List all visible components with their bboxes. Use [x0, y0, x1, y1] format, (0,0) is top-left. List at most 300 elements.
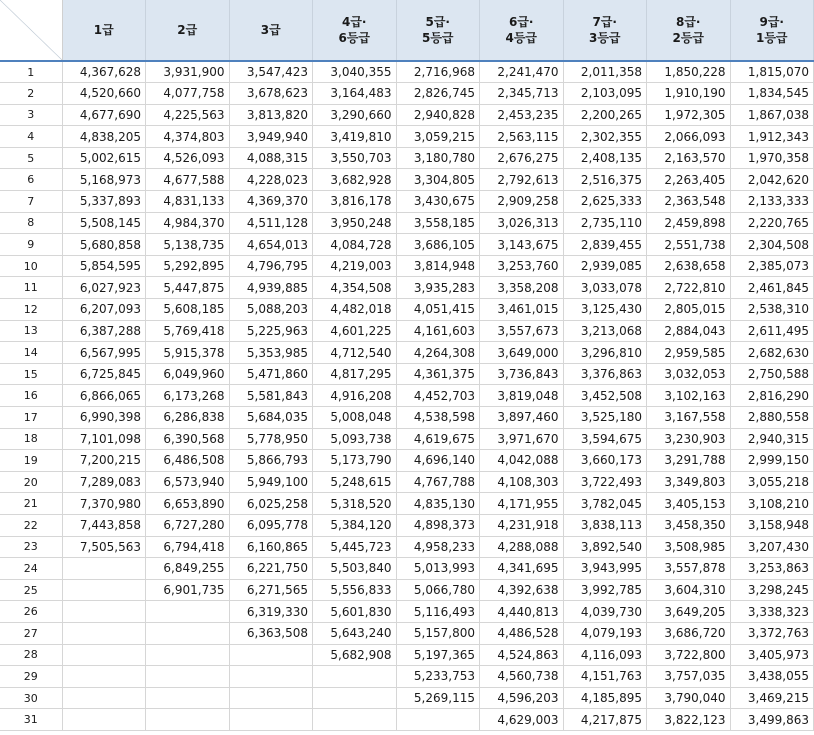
salary-cell: 4,225,563: [146, 104, 230, 126]
salary-cell: [146, 644, 230, 666]
salary-cell: 3,525,180: [563, 407, 647, 429]
salary-cell: 3,304,805: [396, 169, 480, 191]
salary-cell: 5,854,595: [62, 255, 146, 277]
row-step-label: 7: [0, 191, 62, 213]
salary-cell: 2,959,585: [647, 342, 731, 364]
salary-cell: 4,354,508: [313, 277, 397, 299]
salary-cell: 4,077,758: [146, 83, 230, 105]
salary-cell: 4,767,788: [396, 471, 480, 493]
table-row: [0, 385, 814, 407]
salary-cell: 3,430,675: [396, 191, 480, 213]
salary-cell: 3,230,903: [647, 428, 731, 450]
row-step-label: 26: [0, 601, 62, 623]
header-grade-7: 7급· 3등급: [563, 0, 647, 61]
salary-cell: 3,971,670: [480, 428, 564, 450]
salary-cell: 3,298,245: [730, 579, 814, 601]
salary-cell: 5,008,048: [313, 407, 397, 429]
salary-cell: 4,486,528: [480, 622, 564, 644]
header-grade-2: 2급: [146, 0, 230, 61]
salary-cell: 5,337,893: [62, 191, 146, 213]
row-step-label: 18: [0, 428, 62, 450]
salary-cell: 4,185,895: [563, 687, 647, 709]
salary-cell: 3,033,078: [563, 277, 647, 299]
salary-cell: 7,289,083: [62, 471, 146, 493]
salary-cell: 3,358,208: [480, 277, 564, 299]
salary-cell: 5,225,963: [229, 320, 313, 342]
salary-cell: 3,992,785: [563, 579, 647, 601]
salary-cell: 5,013,993: [396, 558, 480, 580]
salary-cell: 5,608,185: [146, 299, 230, 321]
salary-cell: 6,387,288: [62, 320, 146, 342]
salary-cell: 6,027,923: [62, 277, 146, 299]
salary-cell: 3,950,248: [313, 212, 397, 234]
table-row: [0, 622, 814, 644]
table-row: [0, 471, 814, 493]
salary-cell: 3,557,878: [647, 558, 731, 580]
salary-cell: 6,901,735: [146, 579, 230, 601]
row-step-label: 27: [0, 622, 62, 644]
salary-cell: 5,197,365: [396, 644, 480, 666]
salary-cell: 3,822,123: [647, 709, 731, 731]
table-row: [0, 234, 814, 256]
salary-cell: 4,838,205: [62, 126, 146, 148]
salary-cell: [146, 709, 230, 731]
salary-cell: 5,093,738: [313, 428, 397, 450]
salary-cell: 3,931,900: [146, 61, 230, 83]
salary-cell: 3,686,720: [647, 622, 731, 644]
salary-cell: 3,816,178: [313, 191, 397, 213]
salary-cell: 4,051,415: [396, 299, 480, 321]
salary-cell: 2,839,455: [563, 234, 647, 256]
salary-cell: 3,649,205: [647, 601, 731, 623]
salary-cell: 6,486,508: [146, 450, 230, 472]
salary-cell: 1,910,190: [647, 83, 731, 105]
salary-cell: 3,838,113: [563, 514, 647, 536]
salary-cell: 2,792,613: [480, 169, 564, 191]
salary-cell: [62, 558, 146, 580]
salary-cell: 5,581,843: [229, 385, 313, 407]
salary-cell: 3,935,283: [396, 277, 480, 299]
salary-cell: 4,369,370: [229, 191, 313, 213]
salary-cell: 6,095,778: [229, 514, 313, 536]
salary-cell: 4,219,003: [313, 255, 397, 277]
row-step-label: 9: [0, 234, 62, 256]
salary-cell: 6,567,995: [62, 342, 146, 364]
salary-cell: 3,550,703: [313, 147, 397, 169]
salary-cell: 3,125,430: [563, 299, 647, 321]
header-grade-8: 8급· 2등급: [647, 0, 731, 61]
table-row: [0, 363, 814, 385]
salary-cell: 3,508,985: [647, 536, 731, 558]
salary-cell: 6,221,750: [229, 558, 313, 580]
table-row: [0, 450, 814, 472]
row-step-label: 3: [0, 104, 62, 126]
salary-cell: 3,349,803: [647, 471, 731, 493]
salary-cell: [62, 579, 146, 601]
salary-cell: 2,538,310: [730, 299, 814, 321]
salary-cell: 3,167,558: [647, 407, 731, 429]
salary-cell: 3,558,185: [396, 212, 480, 234]
salary-cell: 3,949,940: [229, 126, 313, 148]
table-row: [0, 514, 814, 536]
salary-cell: 5,866,793: [229, 450, 313, 472]
salary-cell: 1,834,545: [730, 83, 814, 105]
salary-cell: 7,200,215: [62, 450, 146, 472]
salary-cell: 4,958,233: [396, 536, 480, 558]
salary-cell: 3,604,310: [647, 579, 731, 601]
salary-cell: 7,101,098: [62, 428, 146, 450]
salary-cell: 3,296,810: [563, 342, 647, 364]
table-row: [0, 342, 814, 364]
salary-cell: 3,819,048: [480, 385, 564, 407]
salary-cell: 6,390,568: [146, 428, 230, 450]
salary-cell: 2,722,810: [647, 277, 731, 299]
row-step-label: 5: [0, 147, 62, 169]
salary-cell: 5,002,615: [62, 147, 146, 169]
salary-cell: 2,304,508: [730, 234, 814, 256]
salary-cell: 5,318,520: [313, 493, 397, 515]
salary-cell: 5,173,790: [313, 450, 397, 472]
salary-cell: [229, 644, 313, 666]
salary-cell: [146, 601, 230, 623]
salary-cell: 2,638,658: [647, 255, 731, 277]
salary-cell: 1,972,305: [647, 104, 731, 126]
table-row: [0, 407, 814, 429]
salary-cell: 4,817,295: [313, 363, 397, 385]
salary-cell: 4,482,018: [313, 299, 397, 321]
table-row: [0, 687, 814, 709]
row-step-label: 10: [0, 255, 62, 277]
salary-cell: [229, 687, 313, 709]
salary-cell: 4,264,308: [396, 342, 480, 364]
salary-cell: 3,682,928: [313, 169, 397, 191]
salary-cell: 5,769,418: [146, 320, 230, 342]
salary-cell: 3,059,215: [396, 126, 480, 148]
salary-cell: 5,292,895: [146, 255, 230, 277]
header-grade-5: 5급· 5등급: [396, 0, 480, 61]
row-step-label: 2: [0, 83, 62, 105]
salary-cell: 4,511,128: [229, 212, 313, 234]
salary-cell: [62, 666, 146, 688]
salary-cell: 3,547,423: [229, 61, 313, 83]
salary-cell: 4,677,588: [146, 169, 230, 191]
row-step-label: 30: [0, 687, 62, 709]
salary-cell: 4,526,093: [146, 147, 230, 169]
salary-cell: 5,233,753: [396, 666, 480, 688]
salary-cell: 5,682,908: [313, 644, 397, 666]
salary-cell: 3,143,675: [480, 234, 564, 256]
table-row: [0, 61, 814, 83]
header-row: [0, 0, 814, 61]
salary-cell: 2,826,745: [396, 83, 480, 105]
salary-cell: 6,573,940: [146, 471, 230, 493]
salary-cell: 4,228,023: [229, 169, 313, 191]
row-step-label: 16: [0, 385, 62, 407]
row-step-label: 22: [0, 514, 62, 536]
salary-cell: 1,970,358: [730, 147, 814, 169]
salary-cell: 2,200,265: [563, 104, 647, 126]
salary-cell: 5,168,973: [62, 169, 146, 191]
salary-cell: 4,452,703: [396, 385, 480, 407]
salary-cell: 7,505,563: [62, 536, 146, 558]
table-row: [0, 709, 814, 731]
salary-cell: 3,207,430: [730, 536, 814, 558]
corner-header-cell: [0, 0, 62, 61]
salary-cell: 3,040,355: [313, 61, 397, 83]
salary-cell: 4,629,003: [480, 709, 564, 731]
salary-cell: 4,151,763: [563, 666, 647, 688]
salary-cell: 3,782,045: [563, 493, 647, 515]
salary-cell: 2,716,968: [396, 61, 480, 83]
row-step-label: 24: [0, 558, 62, 580]
salary-cell: 3,813,820: [229, 104, 313, 126]
salary-cell: 6,725,845: [62, 363, 146, 385]
salary-cell: 2,408,135: [563, 147, 647, 169]
table-row: [0, 255, 814, 277]
salary-cell: [313, 666, 397, 688]
salary-cell: 5,384,120: [313, 514, 397, 536]
salary-cell: 3,291,788: [647, 450, 731, 472]
salary-cell: 6,866,065: [62, 385, 146, 407]
salary-cell: 3,290,660: [313, 104, 397, 126]
row-step-label: 19: [0, 450, 62, 472]
salary-cell: 3,376,863: [563, 363, 647, 385]
salary-cell: 4,560,738: [480, 666, 564, 688]
salary-cell: 3,649,000: [480, 342, 564, 364]
salary-cell: 3,102,163: [647, 385, 731, 407]
salary-cell: 6,319,330: [229, 601, 313, 623]
salary-cell: 6,990,398: [62, 407, 146, 429]
row-step-label: 23: [0, 536, 62, 558]
salary-cell: 4,440,813: [480, 601, 564, 623]
salary-cell: 2,563,115: [480, 126, 564, 148]
salary-cell: 1,867,038: [730, 104, 814, 126]
salary-cell: 6,049,960: [146, 363, 230, 385]
salary-cell: 3,253,760: [480, 255, 564, 277]
salary-cell: 5,601,830: [313, 601, 397, 623]
salary-cell: 4,116,093: [563, 644, 647, 666]
salary-cell: 4,341,695: [480, 558, 564, 580]
salary-cell: 5,138,735: [146, 234, 230, 256]
salary-cell: 2,385,073: [730, 255, 814, 277]
salary-cell: 6,849,255: [146, 558, 230, 580]
salary-cell: 6,794,418: [146, 536, 230, 558]
salary-cell: 4,596,203: [480, 687, 564, 709]
row-step-label: 13: [0, 320, 62, 342]
row-step-label: 31: [0, 709, 62, 731]
salary-cell: 5,447,875: [146, 277, 230, 299]
salary-cell: 3,469,215: [730, 687, 814, 709]
salary-cell: 2,363,548: [647, 191, 731, 213]
salary-cell: 2,042,620: [730, 169, 814, 191]
salary-cell: 4,712,540: [313, 342, 397, 364]
salary-cell: 2,676,275: [480, 147, 564, 169]
salary-cell: 2,163,570: [647, 147, 731, 169]
header-grade-4: 4급· 6등급: [313, 0, 397, 61]
salary-cell: 3,419,810: [313, 126, 397, 148]
salary-cell: 2,909,258: [480, 191, 564, 213]
salary-cell: 3,722,493: [563, 471, 647, 493]
salary-cell: 4,796,795: [229, 255, 313, 277]
table-row: [0, 83, 814, 105]
salary-cell: 3,405,153: [647, 493, 731, 515]
table-row: [0, 126, 814, 148]
salary-cell: [62, 601, 146, 623]
row-step-label: 6: [0, 169, 62, 191]
row-step-label: 1: [0, 61, 62, 83]
salary-cell: 5,949,100: [229, 471, 313, 493]
header-grade-3: 3급: [229, 0, 313, 61]
salary-cell: 2,999,150: [730, 450, 814, 472]
salary-cell: 4,520,660: [62, 83, 146, 105]
table-row: [0, 104, 814, 126]
table-row: [0, 277, 814, 299]
salary-cell: 3,452,508: [563, 385, 647, 407]
salary-cell: 4,696,140: [396, 450, 480, 472]
salary-cell: 4,079,193: [563, 622, 647, 644]
salary-cell: 5,778,950: [229, 428, 313, 450]
salary-cell: 3,722,800: [647, 644, 731, 666]
salary-cell: 2,103,095: [563, 83, 647, 105]
row-step-label: 15: [0, 363, 62, 385]
table-row: [0, 579, 814, 601]
salary-cell: 4,288,088: [480, 536, 564, 558]
salary-cell: 3,372,763: [730, 622, 814, 644]
salary-cell: 2,939,085: [563, 255, 647, 277]
salary-cell: 4,084,728: [313, 234, 397, 256]
salary-cell: 4,939,885: [229, 277, 313, 299]
salary-cell: 5,915,378: [146, 342, 230, 364]
salary-cell: 3,686,105: [396, 234, 480, 256]
salary-cell: 3,897,460: [480, 407, 564, 429]
salary-cell: [62, 644, 146, 666]
salary-cell: 3,055,218: [730, 471, 814, 493]
salary-cell: 2,011,358: [563, 61, 647, 83]
salary-cell: [62, 687, 146, 709]
salary-cell: 2,133,333: [730, 191, 814, 213]
salary-cell: [62, 622, 146, 644]
salary-cell: [146, 622, 230, 644]
row-step-label: 14: [0, 342, 62, 364]
salary-cell: 4,677,690: [62, 104, 146, 126]
salary-cell: 3,180,780: [396, 147, 480, 169]
table-row: [0, 644, 814, 666]
salary-cell: 4,367,628: [62, 61, 146, 83]
salary-cell: 4,601,225: [313, 320, 397, 342]
salary-cell: 3,461,015: [480, 299, 564, 321]
header-grade-1: 1급: [62, 0, 146, 61]
salary-cell: 2,263,405: [647, 169, 731, 191]
salary-cell: 2,625,333: [563, 191, 647, 213]
salary-cell: 2,551,738: [647, 234, 731, 256]
salary-cell: [146, 687, 230, 709]
salary-cell: 3,108,210: [730, 493, 814, 515]
row-step-label: 17: [0, 407, 62, 429]
salary-cell: 2,884,043: [647, 320, 731, 342]
salary-cell: 2,750,588: [730, 363, 814, 385]
salary-cell: 3,213,068: [563, 320, 647, 342]
table-row: [0, 299, 814, 321]
salary-cell: 5,066,780: [396, 579, 480, 601]
salary-cell: 5,248,615: [313, 471, 397, 493]
salary-cell: [313, 687, 397, 709]
salary-cell: 2,611,495: [730, 320, 814, 342]
salary-cell: 3,026,313: [480, 212, 564, 234]
salary-cell: [62, 709, 146, 731]
salary-cell: 5,471,860: [229, 363, 313, 385]
salary-cell: 4,654,013: [229, 234, 313, 256]
salary-cell: 6,653,890: [146, 493, 230, 515]
salary-cell: 6,286,838: [146, 407, 230, 429]
salary-cell: 3,943,995: [563, 558, 647, 580]
row-step-label: 8: [0, 212, 62, 234]
salary-cell: 5,508,145: [62, 212, 146, 234]
salary-cell: 4,619,675: [396, 428, 480, 450]
salary-cell: 5,116,493: [396, 601, 480, 623]
salary-cell: 2,461,845: [730, 277, 814, 299]
row-step-label: 21: [0, 493, 62, 515]
salary-cell: 4,524,863: [480, 644, 564, 666]
table-row: [0, 169, 814, 191]
salary-cell: 4,171,955: [480, 493, 564, 515]
salary-cell: 6,025,258: [229, 493, 313, 515]
table-row: [0, 212, 814, 234]
table-row: [0, 666, 814, 688]
salary-cell: 3,557,673: [480, 320, 564, 342]
row-step-label: 29: [0, 666, 62, 688]
salary-cell: 3,438,055: [730, 666, 814, 688]
salary-cell: 2,066,093: [647, 126, 731, 148]
salary-cell: 3,736,843: [480, 363, 564, 385]
salary-cell: 3,814,948: [396, 255, 480, 277]
salary-cell: [396, 709, 480, 731]
salary-cell: 3,338,323: [730, 601, 814, 623]
salary-cell: 4,916,208: [313, 385, 397, 407]
salary-cell: 1,850,228: [647, 61, 731, 83]
salary-cell: 3,892,540: [563, 536, 647, 558]
salary-cell: 2,940,315: [730, 428, 814, 450]
salary-cell: 5,556,833: [313, 579, 397, 601]
row-step-label: 11: [0, 277, 62, 299]
salary-cell: 5,503,840: [313, 558, 397, 580]
salary-cell: 1,815,070: [730, 61, 814, 83]
salary-cell: 2,302,355: [563, 126, 647, 148]
row-step-label: 12: [0, 299, 62, 321]
table-row: [0, 558, 814, 580]
salary-cell: 5,157,800: [396, 622, 480, 644]
salary-cell: 4,538,598: [396, 407, 480, 429]
salary-cell: 5,684,035: [229, 407, 313, 429]
row-step-label: 25: [0, 579, 62, 601]
salary-cell: 6,271,565: [229, 579, 313, 601]
salary-cell: 3,253,863: [730, 558, 814, 580]
salary-cell: 3,757,035: [647, 666, 731, 688]
table-row: [0, 536, 814, 558]
salary-cell: 2,805,015: [647, 299, 731, 321]
salary-cell: 4,374,803: [146, 126, 230, 148]
salary-cell: 2,880,558: [730, 407, 814, 429]
salary-cell: 5,088,203: [229, 299, 313, 321]
salary-cell: 4,392,638: [480, 579, 564, 601]
salary-cell: 3,660,173: [563, 450, 647, 472]
salary-cell: [313, 709, 397, 731]
table-row: [0, 601, 814, 623]
salary-cell: 3,158,948: [730, 514, 814, 536]
salary-cell: 6,727,280: [146, 514, 230, 536]
salary-cell: 2,516,375: [563, 169, 647, 191]
salary-cell: 4,898,373: [396, 514, 480, 536]
salary-cell: 4,831,133: [146, 191, 230, 213]
